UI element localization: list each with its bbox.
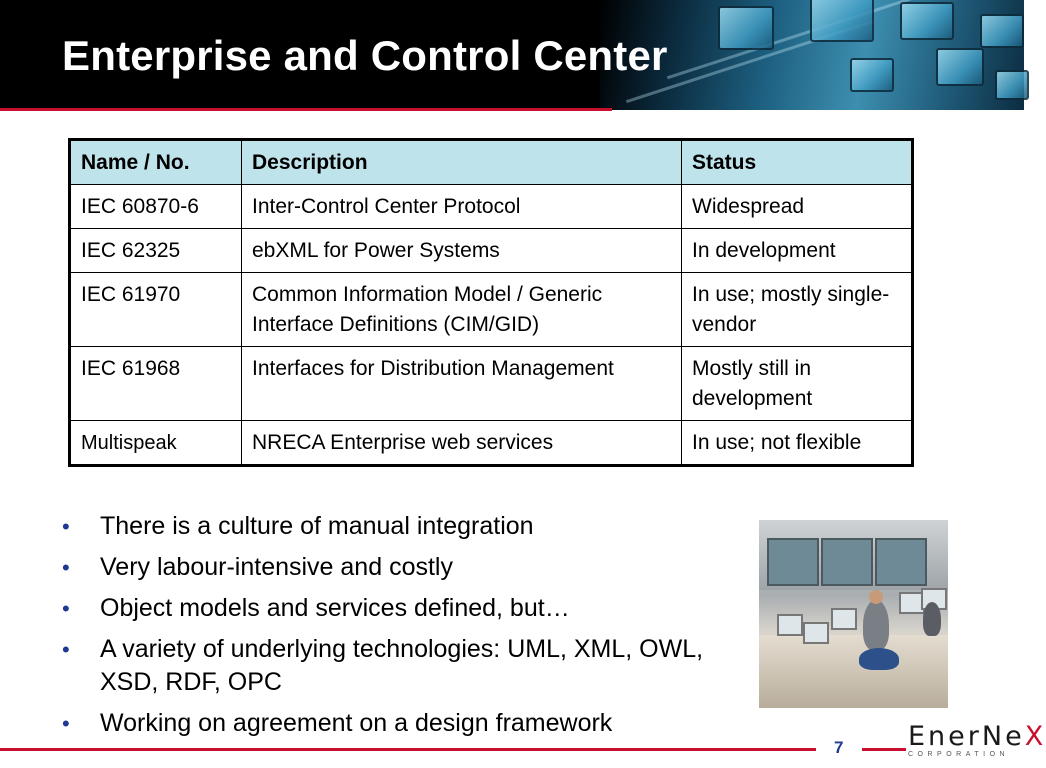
- table-header-row: [70, 140, 913, 185]
- column-header-name: Name / No.: [70, 140, 242, 185]
- cell-description: Common Information Model / Generic Interface Definitions (CIM/GID): [242, 273, 682, 347]
- logo-subtitle: CORPORATION: [908, 751, 1010, 758]
- table-row: [70, 347, 913, 421]
- logo-word-main: EnerNe: [908, 721, 1025, 752]
- table-row: [70, 273, 913, 347]
- bullet-item: [60, 707, 730, 740]
- bullet-item: [60, 592, 730, 625]
- slide-title: Enterprise and Control Center: [62, 32, 668, 79]
- footer-divider-right: [862, 748, 906, 751]
- footer-divider-left: [0, 748, 816, 751]
- bullet-dot-icon: •: [62, 514, 70, 539]
- logo-word-accent: X: [1024, 721, 1046, 752]
- bullet-text: A variety of underlying technologies: UML, XML, OWL, XSD, RDF, OPC: [100, 635, 704, 696]
- bullet-item: [60, 633, 730, 699]
- bullet-text: Very labour-intensive and costly: [100, 553, 453, 581]
- standards-table: [68, 138, 914, 467]
- cell-status: In development: [682, 229, 913, 273]
- header-divider: [0, 108, 612, 111]
- header-band: [0, 0, 1024, 110]
- bullet-text: Working on agreement on a design framework: [100, 709, 613, 737]
- cell-status: In use; mostly single-vendor: [682, 273, 913, 347]
- cell-status: Mostly still in development: [682, 347, 913, 421]
- column-header-status: Status: [682, 140, 913, 185]
- cell-description: NRECA Enterprise web services: [242, 421, 682, 466]
- control-room-photo: [759, 520, 948, 708]
- cell-name: IEC 61968: [70, 347, 242, 421]
- bullet-dot-icon: •: [62, 711, 70, 736]
- cell-name: IEC 61970: [70, 273, 242, 347]
- bullet-dot-icon: •: [62, 555, 70, 580]
- table-row: [70, 229, 913, 273]
- table-row: [70, 185, 913, 229]
- bullet-list: [60, 510, 730, 748]
- bullet-dot-icon: •: [62, 596, 70, 621]
- enernex-logo: [908, 721, 1046, 766]
- bullet-text: There is a culture of manual integration: [100, 512, 534, 540]
- table-row: [70, 421, 913, 466]
- bullet-item: [60, 551, 730, 584]
- cell-name: IEC 62325: [70, 229, 242, 273]
- cell-name: IEC 60870-6: [70, 185, 242, 229]
- bullet-item: [60, 510, 730, 543]
- bullet-dot-icon: •: [62, 637, 70, 662]
- cell-description: Interfaces for Distribution Management: [242, 347, 682, 421]
- column-header-description: Description: [242, 140, 682, 185]
- cell-description: ebXML for Power Systems: [242, 229, 682, 273]
- page-number: 7: [834, 738, 844, 757]
- cell-status: In use; not flexible: [682, 421, 913, 466]
- cell-name: Multispeak: [70, 421, 242, 466]
- bullet-text: Object models and services defined, but…: [100, 594, 570, 622]
- cell-description: Inter-Control Center Protocol: [242, 185, 682, 229]
- cell-status: Widespread: [682, 185, 913, 229]
